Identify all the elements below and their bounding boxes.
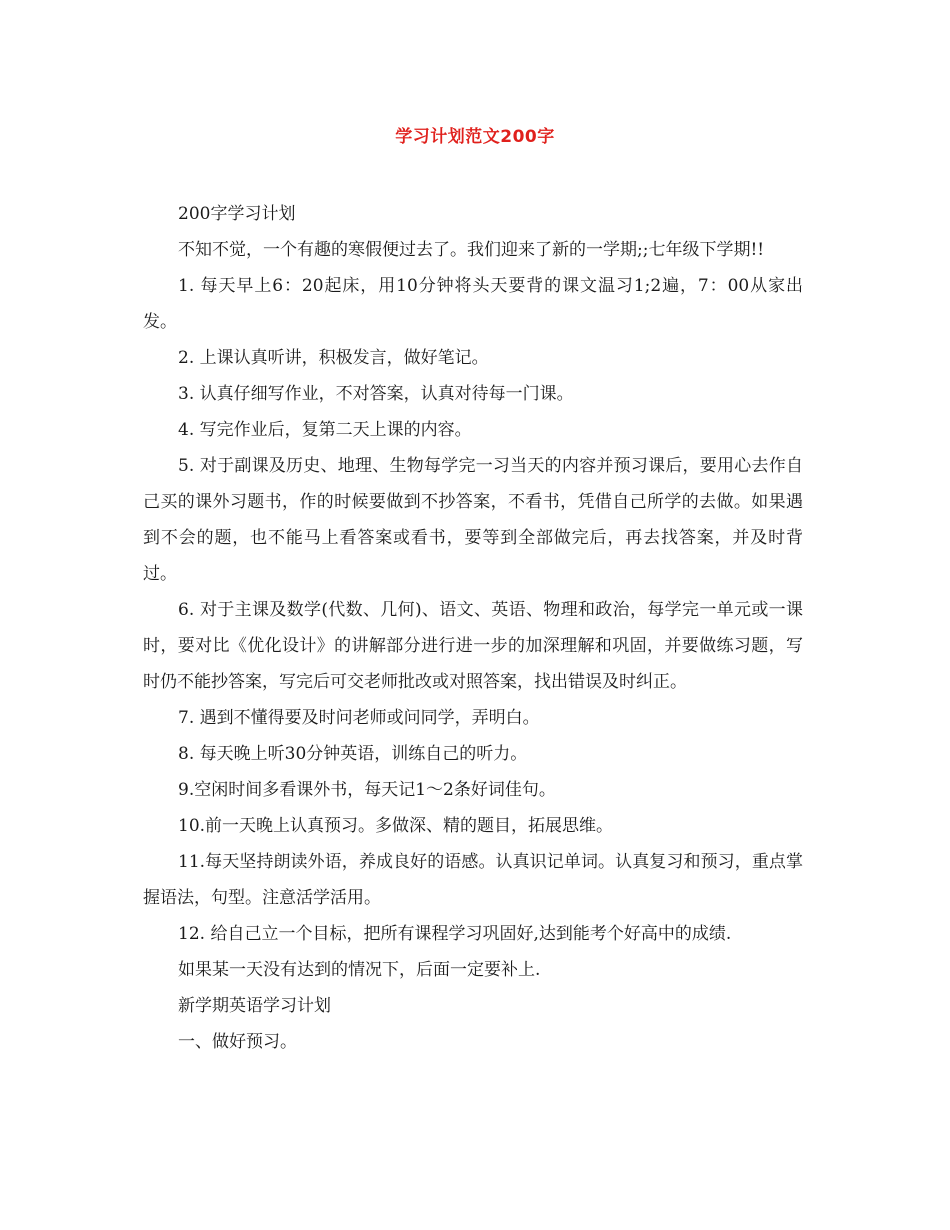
list-item: 10.前一天晚上认真预习。多做深、精的题目，拓展思维。 [178,816,614,836]
list-item: 2. 上课认真听讲，积极发言，做好笔记。 [178,348,489,368]
list-item: 6. 对于主课及数学(代数、几何)、语文、英语、物理和政治，每学完一单元或一课时，要对比《优化设计》的讲解部分进行进一步的加深理解和巩固，并要做练习题，写时仍不能抄答案，写完后可交老师批改或对照答案，找出错误及时纠正。 [143,600,803,692]
list-item: 12. 给自己立一个目标，把所有课程学习巩固好,达到能考个好高中的成绩. [178,924,732,944]
list-item: 3. 认真仔细写作业，不对答案，认真对待每一门课。 [178,384,574,404]
list-item: 9.空闲时间多看课外书，每天记1～2条好词佳句。 [178,780,556,800]
list-item: 4. 写完作业后，复第二天上课的内容。 [178,420,472,440]
list-item: 8. 每天晚上听30分钟英语，训练自己的听力。 [178,744,528,764]
list-item: 5. 对于副课及历史、地理、生物每学完一习当天的内容并预习课后，要用心去作自己买的课外习题书，作的时候要做到不抄答案，不看书，凭借自己所学的去做。如果遇到不会的题，也不能马上看答案或看书，要等到全部做完后，再去找答案，并及时背过。 [143,456,803,584]
paragraph: 不知不觉，一个有趣的寒假便过去了。我们迎来了新的一学期;;七年级下学期!! [178,240,765,260]
list-item: 11.每天坚持朗读外语，养成良好的语感。认真识记单词。认真复习和预习，重点掌握语法，句型。注意活学活用。 [143,852,803,908]
document-title: 学习计划范文200字 [395,127,555,147]
paragraph: 一、做好预习。 [178,1032,297,1052]
list-item: 1. 每天早上6：20起床，用10分钟将头天要背的课文温习1;2遍，7：00从家出发。 [143,276,803,332]
paragraph: 200字学习计划 [178,204,296,224]
document-body [143,196,803,1060]
paragraph: 如果某一天没有达到的情况下，后面一定要补上. [178,960,541,980]
list-item: 7. 遇到不懂得要及时问老师或问同学，弄明白。 [178,708,540,728]
section-heading: 新学期英语学习计划 [178,996,331,1016]
